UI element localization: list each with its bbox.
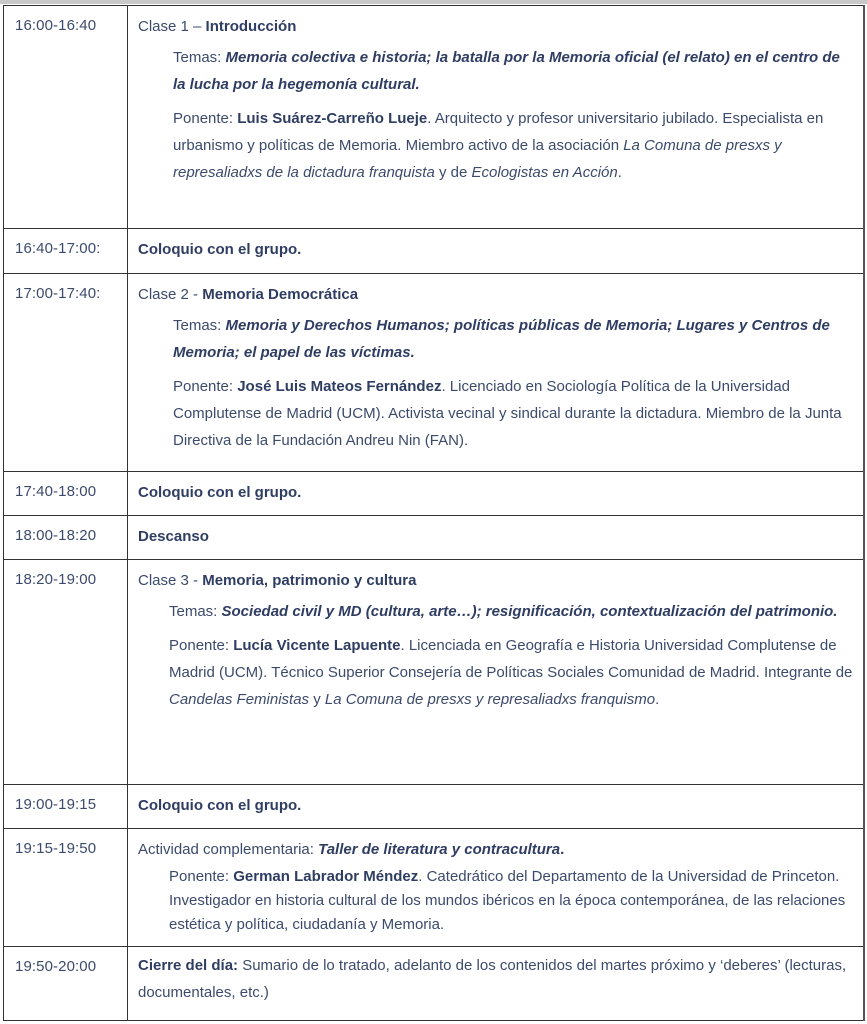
session-cell xyxy=(128,947,863,1020)
session-cell xyxy=(128,785,863,828)
speaker-label: Ponente: xyxy=(173,110,238,127)
topics xyxy=(138,312,853,366)
session-name: Memoria Democrática xyxy=(202,286,359,303)
top-border-strip xyxy=(0,0,867,4)
session-text: Sumario de lo tratado, adelanto de los contenidos del martes próximo y ‘deberes’ (lecturas, documentales, etc.) xyxy=(138,957,847,1001)
session-prefix: Clase 2 - xyxy=(138,286,203,303)
organization-name: La Comuna de presxs y represaliadxs franquismo xyxy=(324,691,656,708)
session-name: Taller de literatura y contracultura xyxy=(318,841,561,858)
speaker-label: Ponente: xyxy=(169,637,234,654)
speaker-name: José Luis Mateos Fernández xyxy=(237,378,442,395)
speaker-bio-end: . xyxy=(617,164,622,181)
session-title: Coloquio con el grupo. xyxy=(138,484,302,501)
topics-text: Memoria colectiva e historia; la batalla por la Memoria oficial (el relato) en el centro de la lucha por la hegemonía cultural. xyxy=(173,49,840,93)
session-title: Cierre del día: xyxy=(138,957,239,974)
schedule-row xyxy=(4,560,863,785)
session-suffix: . xyxy=(560,841,565,858)
topics xyxy=(138,598,853,625)
session-title xyxy=(138,571,853,590)
session-cell xyxy=(128,829,863,946)
session-title xyxy=(138,17,853,36)
schedule-row xyxy=(4,829,863,947)
session-prefix: Clase 3 - xyxy=(138,572,203,589)
schedule-row xyxy=(4,472,863,516)
speaker xyxy=(138,105,853,186)
speaker-name: Luis Suárez-Carreño Lueje xyxy=(237,110,428,127)
session-title xyxy=(138,840,853,859)
speaker-bio-connector: y xyxy=(309,691,325,708)
time-cell: 16:40-17:00: xyxy=(4,229,128,273)
schedule-row xyxy=(4,229,863,274)
topics-text: Sociedad civil y MD (cultura, arte…); resignificación, contextualización del patrimonio. xyxy=(221,603,838,620)
speaker xyxy=(138,865,853,937)
schedule-row xyxy=(4,516,863,560)
speaker-bio: . Arquitecto y profesor universitario jubilado. Especialista en urbanismo y políticas de Memoria. Miembro activo de la asociación xyxy=(173,110,824,154)
time-cell: 18:00-18:20 xyxy=(4,516,128,559)
time-cell: 17:00-17:40: xyxy=(4,274,128,471)
time-cell: 19:00-19:15 xyxy=(4,785,128,828)
time-cell: 19:15-19:50 xyxy=(4,829,128,946)
session-cell xyxy=(128,560,863,784)
schedule-row xyxy=(4,785,863,829)
session-cell xyxy=(128,516,863,559)
speaker-name: Lucía Vicente Lapuente xyxy=(233,637,401,654)
session-title: Coloquio con el grupo. xyxy=(138,797,302,814)
speaker-label: Ponente: xyxy=(169,868,234,885)
topics-text: Memoria y Derechos Humanos; políticas públicas de Memoria; Lugares y Centros de Memoria; el papel de las víctimas. xyxy=(173,317,830,361)
speaker xyxy=(138,632,853,713)
session-cell xyxy=(128,274,863,471)
speaker-bio-end: . xyxy=(655,691,660,708)
schedule-row xyxy=(4,6,863,229)
session-name: Memoria, patrimonio y cultura xyxy=(202,572,417,589)
session-cell xyxy=(128,472,863,515)
schedule-row xyxy=(4,947,863,1021)
speaker xyxy=(138,373,853,454)
organization-name: Ecologistas en Acción xyxy=(471,164,618,181)
session-cell xyxy=(128,229,863,273)
session-description xyxy=(138,952,853,1006)
topics xyxy=(138,44,853,98)
organization-name: Candelas Feministas xyxy=(169,691,310,708)
time-cell: 18:20-19:00 xyxy=(4,560,128,784)
session-cell xyxy=(128,6,863,228)
speaker-bio: . Licenciada en Geografía e Historia Universidad Complutense de Madrid (UCM). Técnico Superior Consejería de Políticas Sociales Comunidad de Madrid. Integrante de xyxy=(169,637,853,681)
session-name: Introducción xyxy=(205,18,297,35)
speaker-bio-connector: y de xyxy=(434,164,472,181)
time-cell: 19:50-20:00 xyxy=(4,947,128,1020)
session-title: Coloquio con el grupo. xyxy=(138,241,302,258)
schedule-row xyxy=(4,274,863,472)
topics-label: Temas: xyxy=(173,49,226,66)
speaker-label: Ponente: xyxy=(173,378,238,395)
time-cell: 17:40-18:00 xyxy=(4,472,128,515)
speaker-bio: . Catedrático del Departamento de la Universidad de Princeton. Investigador en historia cultural de los mundos ibéricos en la época contemporánea, de las relaciones estética y política, ciudadanía y Memoria. xyxy=(169,868,846,933)
speaker-name: German Labrador Méndez xyxy=(233,868,419,885)
organization-name: La Comuna de presxs y represaliadxs de la dictadura franquista xyxy=(173,137,782,181)
session-prefix: Actividad complementaria: xyxy=(138,841,319,858)
schedule-table xyxy=(3,5,865,1021)
session-title xyxy=(138,285,853,304)
session-prefix: Clase 1 – xyxy=(138,18,206,35)
speaker-bio: . Licenciado en Sociología Política de la Universidad Complutense de Madrid (UCM). Activista vecinal y sindical durante la dictadura. Miembro de la Junta Directiva de la Fundación Andreu Nin (FAN). xyxy=(173,378,842,449)
topics-label: Temas: xyxy=(169,603,222,620)
session-title: Descanso xyxy=(138,528,209,545)
time-cell: 16:00-16:40 xyxy=(4,6,128,228)
topics-label: Temas: xyxy=(173,317,226,334)
